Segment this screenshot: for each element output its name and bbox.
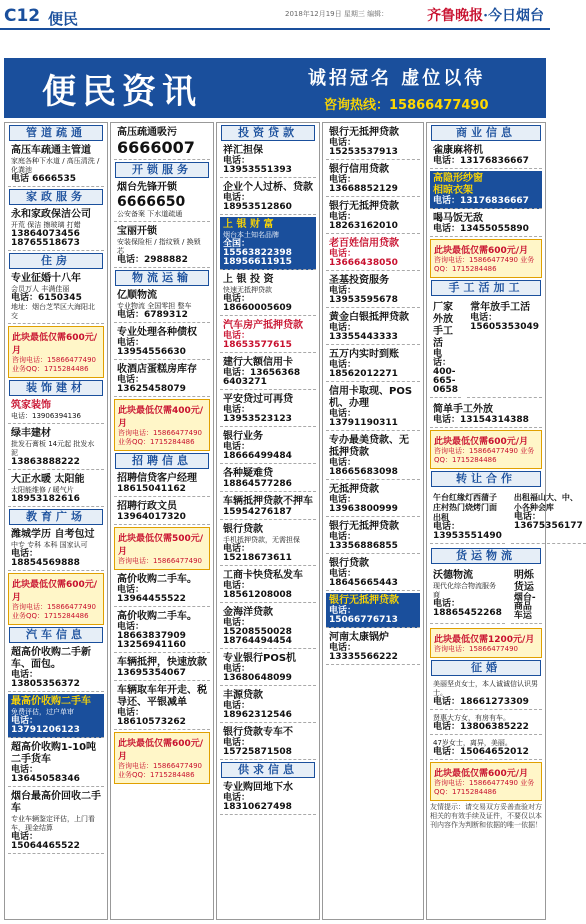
category-housing: 住房 <box>9 253 103 269</box>
ad-body: 会员万人 丰满佳丽 <box>11 285 70 293</box>
ad-phone: 13695354067 <box>117 668 186 678</box>
ad-title: 高压车疏通主管道 <box>11 145 91 156</box>
ad-space-promo <box>430 762 542 801</box>
ad-phone: 电话：13953523123 <box>223 405 292 424</box>
ad-title-2: 太阳能 <box>54 474 85 485</box>
promo-price: 此块最低仅需400元/月 <box>118 406 204 429</box>
ad-title: 丰源贷款 <box>223 690 263 701</box>
ad-boiler <box>326 630 420 665</box>
ad-body: 47岁女士，离异，美丽。 <box>433 739 512 747</box>
ad-debt <box>114 325 210 360</box>
ad-phone: 电话：6150345 <box>11 293 82 303</box>
ad-title-2: 相晾衣架 <box>433 185 473 196</box>
ad-phone: 电话：13666438050 <box>329 249 398 268</box>
ad-phone: 烟台-商品车运 <box>513 593 536 621</box>
ad-title: 大正水暖 <box>11 474 51 485</box>
promo-price: 此块最低仅需500元/月 <box>118 534 204 557</box>
freight-row <box>427 566 545 626</box>
ad-phone: 电话：13645058346 <box>11 765 80 784</box>
ad-title: 永和家政保洁公司 <box>11 209 91 220</box>
promo-price: 此块最低仅需600元/月 <box>12 333 98 356</box>
ad-car-buy <box>8 645 104 692</box>
ad-jinhaiyang <box>220 605 316 649</box>
ad-job-clerk <box>114 499 210 525</box>
ad-phone: 电话：13964455522 <box>117 585 186 604</box>
ad-phone: 电话：13963800999 <box>329 495 398 514</box>
ad-title: 潍城学历 自考包过 <box>11 529 95 540</box>
promo-price: 此块最低仅需600元/月 <box>434 246 529 256</box>
ad-title: 上 银 投 资 <box>223 274 274 285</box>
ad-title: 简单手工外放 <box>433 404 493 415</box>
ad-education <box>8 527 104 571</box>
transfer-row <box>427 489 583 546</box>
ad-cash-pos <box>326 384 420 431</box>
ad-phone: 电话：18561208008 <box>223 581 292 600</box>
ad-dredge <box>114 125 210 160</box>
ad-noguarantee-2 <box>326 199 420 234</box>
ad-pingan <box>220 392 316 427</box>
ad-phone: 电话：6789312 <box>117 310 188 320</box>
ad-title: 招聘行政文员 <box>117 501 177 512</box>
ad-title: 专业处理各种债权 <box>117 327 197 338</box>
ad-body: 批发石膏板 14元起 批发水泥 <box>11 440 95 457</box>
ad-title: 平安贷过可再贷 <box>223 394 293 405</box>
ad-phone: 电话：15725871508 <box>223 738 292 757</box>
ad-phone: 电话：13791206123 <box>11 716 80 735</box>
ad-body: 手机抵押贷款，无需担保 <box>223 536 300 544</box>
ad-title: 超高价收购二手新车、面包。 <box>11 647 91 670</box>
ad-phone: 电话：13625458079 <box>117 375 186 394</box>
ad-credit-card <box>220 355 316 390</box>
ad-title: 五万内实时到账 <box>329 349 399 360</box>
ad-body: 美丽坚贞女士，本人诚诚信认识男士。 <box>433 680 538 697</box>
promo-price: 此块最低仅需600元/月 <box>118 739 204 762</box>
promo-price: 此块最低仅需1200元/月 <box>434 635 535 645</box>
category-freight: 货运物流 <box>431 548 541 564</box>
ad-title: 祥汇担保 <box>223 145 263 156</box>
ad-shop-rent <box>430 491 505 544</box>
ad-business-card <box>220 568 316 603</box>
ad-title: 银行无抵押贷款 <box>329 521 399 532</box>
ad-title: 常年放手工活 <box>470 302 531 313</box>
ad-safe-lock <box>114 224 210 268</box>
ad-phone: 电话：13668852129 <box>329 175 398 194</box>
ad-phone: 电话：15066776713 <box>329 606 398 625</box>
ad-phone: 电话 6666535 <box>11 174 76 184</box>
ad-title: 黄金白银抵押贷款 <box>329 312 409 323</box>
ad-building-material <box>8 426 104 470</box>
ad-space-promo <box>430 430 542 469</box>
promo-price: 此块最低仅需600元/月 <box>12 580 98 603</box>
ad-difficult-loan <box>220 466 316 492</box>
promo-contact: 咨询电话：15866477490 <box>434 645 518 653</box>
ad-bridge-loan <box>220 180 316 215</box>
ad-marriage-1 <box>430 678 542 710</box>
ad-body: 专业车辆鉴定评估，上门看车，现金结算 <box>11 815 95 832</box>
ad-title: 专业银行POS机 <box>223 653 297 664</box>
ad-phone: 电话：18310627498 <box>223 793 292 812</box>
handwork-row <box>427 298 545 400</box>
ad-stock <box>114 362 210 397</box>
ad-phone: 15954276187 <box>223 507 292 517</box>
ad-title: 筑家装饰 <box>11 400 51 411</box>
ad-phone: 电话：13355443333 <box>329 323 398 342</box>
ad-noguarantee <box>326 125 420 160</box>
ad-space-promo <box>430 239 542 278</box>
ad-mahjong <box>430 143 542 169</box>
ad-logistics <box>114 288 210 323</box>
category-logistics: 物流运输 <box>115 270 209 286</box>
category-education: 教育广场 <box>9 509 103 525</box>
ad-body: 中专 专科 本科 国家认可 <box>11 541 88 549</box>
ad-mingshuo <box>511 568 542 624</box>
ad-body: 公安备案 下水道疏通 <box>117 210 183 218</box>
ad-phone: 电话：18661273309 <box>433 697 529 707</box>
ad-phone: 电话：18645665443 <box>329 569 398 588</box>
ad-title: 银行贷款 <box>329 558 369 569</box>
column-5 <box>426 122 583 920</box>
ad-wode-logistics <box>430 568 505 624</box>
ad-phone: 电话：13455055890 <box>433 224 529 234</box>
ad-title: 银行贷款专车不 <box>223 727 293 738</box>
category-handwork: 手工活加工 <box>431 280 541 296</box>
ad-bank-loan <box>220 522 316 566</box>
ad-title: 银行无抵押贷款 <box>329 595 399 606</box>
ad-title: 喝马饭无敌 <box>433 213 483 224</box>
ad-phone: 电话：15208550028 18764494454 <box>223 618 292 646</box>
column-2 <box>110 122 214 920</box>
ad-phone: 6666007 <box>117 138 195 157</box>
ad-space-promo <box>8 326 104 378</box>
category-marriage: 征婚 <box>431 660 541 676</box>
ad-handwork-3 <box>430 402 542 428</box>
column-3 <box>216 122 320 920</box>
ad-phone: 电话：13953551490 <box>433 522 502 541</box>
ad-title: 厂家外放手工活 <box>433 302 453 349</box>
ad-phone: 电话：13176836667 <box>433 156 529 166</box>
ad-title: 最高价收购二手车 <box>11 696 91 707</box>
ad-unsecured-3 <box>326 593 420 628</box>
ad-phone: 电话：13335566222 <box>329 643 398 662</box>
ad-bank-credit <box>326 162 420 197</box>
ad-title: 银行信用贷款 <box>329 164 389 175</box>
ad-phone: 电话：18666499484 <box>223 442 292 461</box>
ad-phone: 电话：18653577615 <box>223 331 292 350</box>
promo-contact: 咨询电话：15866477490 业务QQ：1715284486 <box>12 356 96 373</box>
promo-contact: 咨询电话：15866477490 业务QQ：1715284486 <box>434 256 535 273</box>
category-supply-demand: 供求信息 <box>221 762 315 778</box>
ad-car-mortgage <box>220 494 316 520</box>
promo-price: 此块最低仅需600元/月 <box>434 437 529 447</box>
banner-title: 便民资讯 <box>42 72 202 112</box>
ad-title: 午台红缘灯西蒲子庄村热门烧烤门面出租 <box>433 493 497 522</box>
ad-car-buy-2 <box>114 609 210 653</box>
ad-citizen-credit <box>326 236 420 271</box>
ad-title: 河南太康锅炉 <box>329 632 389 643</box>
ad-title: 出租福山大、中、小各种会库 <box>513 493 578 512</box>
ad-housekeeping <box>8 207 104 251</box>
ad-phone: 电话：15218673611 <box>223 544 292 563</box>
category-decoration: 装饰建材 <box>9 380 103 396</box>
ad-phone: 电话：13953595678 <box>329 286 398 305</box>
ad-phone: 电话：13680648099 <box>223 664 292 683</box>
ad-title: 各种疑难贷 <box>223 468 273 479</box>
ad-phone: 电话：13656368 6403271 <box>223 368 301 387</box>
ad-title: 宝丽开锁 <box>117 226 157 237</box>
ad-title: 信用卡取现、POS机、办理 <box>329 386 413 409</box>
ad-title: 高隐形纱窗 <box>433 173 483 184</box>
ad-used-car <box>8 789 104 854</box>
ad-space-promo <box>114 399 210 451</box>
category-business: 商业信息 <box>431 125 541 141</box>
ad-job-credit <box>114 471 210 497</box>
ad-locksmith <box>114 180 210 222</box>
ad-title: 银行贷款 <box>223 524 263 535</box>
ad-phone: 18864577286 <box>223 479 292 489</box>
ad-phone: 电话：13675356177 <box>513 512 583 531</box>
promo-contact: 咨询电话：15866477490 业务QQ：1715284486 <box>118 762 202 779</box>
ad-phone: 电话：15253537913 <box>329 138 398 157</box>
ad-space-promo <box>114 527 210 570</box>
ad-phone: 电话：13154314388 <box>433 415 529 425</box>
ad-bank-loan-2 <box>326 556 420 591</box>
page-number: C12 <box>4 6 41 26</box>
promo-contact: 咨询电话：15866477490 业务QQ：1715284486 <box>434 779 535 796</box>
ad-unsecured <box>326 482 420 517</box>
ad-groundwater <box>220 780 316 815</box>
ad-title: 车辆抵押，快速放款 <box>117 657 207 668</box>
ad-title: 汽车房产抵押贷款 <box>223 320 303 331</box>
promo-contact: 咨询电话：15866477490 业务QQ：1715284486 <box>434 447 535 464</box>
ad-title: 无抵押贷款 <box>329 484 379 495</box>
ad-bank-service <box>220 429 316 464</box>
ad-phone: 电话：18865452268 <box>433 599 502 618</box>
ad-mortgage <box>220 318 316 353</box>
ad-phone: 电话：13356886855 <box>329 532 398 551</box>
ad-matchmaking <box>8 271 104 324</box>
ad-handwork-2 <box>467 300 542 398</box>
ad-phone: 电话：18562012271 <box>329 360 398 379</box>
ad-title: 烟台先锋开锁 <box>117 182 177 193</box>
ad-phone: 6666650 <box>117 194 186 210</box>
ad-shengji <box>326 273 420 308</box>
ad-phone: 电话：13806385222 <box>433 722 529 732</box>
ad-title: 金海洋贷款 <box>223 607 273 618</box>
ad-phone: 电话：2988882 <box>117 255 188 265</box>
ad-phone: 电话：13954556630 <box>117 338 186 357</box>
ad-body: 贤惠大方女，有房有车。 <box>433 714 510 722</box>
ad-body: 太阳能维修 / 暖气片 <box>11 486 74 494</box>
ad-marriage-2 <box>430 712 542 735</box>
ad-phone: 电话：18953512860 <box>223 193 292 212</box>
ad-title: 银行无抵押贷款 <box>329 127 399 138</box>
ad-phone: 电话：18660005609 <box>223 294 292 313</box>
ad-phone: 18615041162 <box>117 484 186 494</box>
ad-title: 建行大额信用卡 <box>223 357 293 368</box>
ad-phone: 13864073456 18765518673 <box>11 229 80 248</box>
ad-marriage-3 <box>430 737 542 760</box>
ad-title: 雀康麻将机 <box>433 145 483 156</box>
ad-plumbing <box>8 472 104 507</box>
ad-title: 招聘信贷客户经理 <box>117 473 197 484</box>
ad-car-loan-2 <box>220 725 316 760</box>
ad-phone: 电话：13176836667 <box>433 196 529 206</box>
promo-contact: 咨询电话：15866477490 业务QQ：1715284486 <box>12 603 96 620</box>
ad-phone: 全国：15563822398 18956611915 <box>223 239 292 267</box>
main-banner <box>4 58 546 118</box>
ad-title: 银行业务 <box>223 431 263 442</box>
ad-fengyuan <box>220 688 316 723</box>
ad-title: 沃德物流 <box>433 570 473 581</box>
promo-contact: 咨询电话：15866477490 <box>118 557 202 565</box>
ad-title: 车辆抵押贷款不押车 <box>223 496 313 507</box>
newspaper-brand: 齐鲁晚报·今日烟台 <box>427 8 544 24</box>
ad-body: 烟台本土知名品牌 <box>223 231 279 239</box>
ad-shangyin-wealth <box>220 217 316 270</box>
ad-body: 专业物流 全国零担 整车 <box>117 302 192 310</box>
category-housekeeping: 家政服务 <box>9 189 103 205</box>
ad-phone: 电话：15064652012 <box>433 747 529 757</box>
ad-title: 专办最美贷款、无抵押贷款 <box>329 435 409 458</box>
ad-phone: 电话：15064465522 <box>11 832 80 851</box>
ad-phone: 电话：18854569888 <box>11 549 80 568</box>
ad-title: 专业购回地下水 <box>223 782 293 793</box>
ad-car-buy-2 <box>8 694 104 738</box>
ad-phone-2: 13256941160 <box>117 640 186 650</box>
ad-phone: 电话：13906394136 <box>11 412 81 420</box>
ad-phone: 13863888222 <box>11 457 80 467</box>
promo-price: 此块最低仅需600元/月 <box>434 769 529 779</box>
page-header <box>0 0 550 30</box>
ad-warehouse-rent <box>511 491 586 544</box>
ad-phone: 18953182616 <box>11 494 80 504</box>
ad-car-loan <box>114 655 210 681</box>
ad-body: 免费评估，过户单审 <box>11 708 74 716</box>
category-transfer: 转让合作 <box>431 471 541 487</box>
ad-space-promo <box>8 573 104 625</box>
ad-title: 高压疏通吸污 <box>117 127 177 138</box>
ad-title: 超高价收购1-10吨二手货车 <box>11 742 97 765</box>
column-4 <box>322 122 424 920</box>
ad-title: 烟台最高价回收二手车 <box>11 791 101 814</box>
ad-phone: 电话：18962312546 <box>223 701 292 720</box>
ad-title: 专业征婚十八年 <box>11 273 81 284</box>
ad-instant-loan <box>326 347 420 382</box>
category-loans: 投资贷款 <box>221 125 315 141</box>
ad-title: 高价收购二手车。 <box>117 574 197 585</box>
ad-title: 收酒店蛋糕房库存 <box>117 364 197 375</box>
ad-phone: 电话：18663837909 <box>117 622 186 641</box>
ad-title: 绿丰建材 <box>11 428 51 439</box>
ad-shangyin-invest <box>220 272 316 316</box>
ad-phone: 电话：13805356372 <box>11 670 80 689</box>
ad-body: 开荒 保洁 擦玻璃 打蜡 <box>11 221 81 229</box>
ad-truck-buy <box>8 740 104 787</box>
ad-body: 家庭各种下水道 / 高压清洗 / 化粪池 <box>11 157 100 174</box>
ad-phone: 电话：18610573262 <box>117 708 186 727</box>
banner-hotline: 咨询热线：15866477490 <box>324 98 489 113</box>
ad-space-promo <box>430 628 542 658</box>
ad-address: 地址：烟台芝罘区大海阳北交 <box>11 303 95 320</box>
ad-title: 亿顺物流 <box>117 290 157 301</box>
ad-pipe <box>8 143 104 187</box>
ad-body: 现代化综合物流服务商 <box>433 582 496 599</box>
ad-car-tax <box>114 683 210 730</box>
category-jobs: 招聘信息 <box>115 453 209 469</box>
ad-car-buy <box>114 572 210 607</box>
ad-phone: 13964017320 <box>117 512 186 522</box>
ad-title: 企业个人过桥、贷款 <box>223 182 313 193</box>
ad-phone: 电话：13953551393 <box>223 156 292 175</box>
ad-pos <box>220 651 316 686</box>
category-cars: 汽车信息 <box>9 627 103 643</box>
column-1 <box>4 122 108 920</box>
category-pipe: 管道疏通 <box>9 125 103 141</box>
ad-title: 高价收购二手车。 <box>117 611 197 622</box>
ad-title: 圣基投资服务 <box>329 275 389 286</box>
ad-title: 车辆取车年开走、税导还、平银减单 <box>117 685 207 708</box>
ad-title: 老百姓信用贷款 <box>329 238 399 249</box>
ad-title: 银行无抵押贷款 <box>329 201 399 212</box>
ad-special-loan <box>326 433 420 480</box>
ad-unsecured-2 <box>326 519 420 554</box>
ad-title: 明烁货运 <box>513 570 534 593</box>
ad-guarantee <box>220 143 316 178</box>
ad-horse <box>430 211 542 237</box>
ad-title: 上 银 财 富 <box>223 219 274 230</box>
ad-body: 快速无抵押贷款 <box>223 286 272 294</box>
ad-title: 工商卡快贷私发车 <box>223 570 303 581</box>
section-title: 便民 <box>48 10 79 28</box>
ad-phone: 电话：400-665-0658 <box>433 349 459 395</box>
ad-phone: 电话：18263162010 <box>329 212 398 231</box>
ad-decoration <box>8 398 104 424</box>
ad-screen-window <box>430 171 542 209</box>
ad-space-promo <box>114 732 210 784</box>
category-unlock: 开锁服务 <box>115 162 209 178</box>
ad-handwork <box>430 300 461 398</box>
ad-phone: 电话：15605353049 <box>470 313 540 332</box>
disclaimer: 友情提示：请交易双方妥善查验对方相关的有效手续及证件，不要仅以本刊内容作为判断和依据的唯一依据！ <box>430 803 542 829</box>
ad-body: 安装保险柜 / 指纹锁 / 换锁芯 <box>117 238 201 255</box>
banner-slogan: 诚招冠名 虚位以待 <box>308 68 486 89</box>
issue-date: 2018年12月19日 星期三 编辑： <box>285 10 389 18</box>
ad-gold-loan <box>326 310 420 345</box>
ad-phone: 电话：18665683098 <box>329 458 398 477</box>
ad-phone: 电话：13791190311 <box>329 409 398 428</box>
promo-contact: 咨询电话：15866477490 业务QQ：1715284486 <box>118 429 202 446</box>
